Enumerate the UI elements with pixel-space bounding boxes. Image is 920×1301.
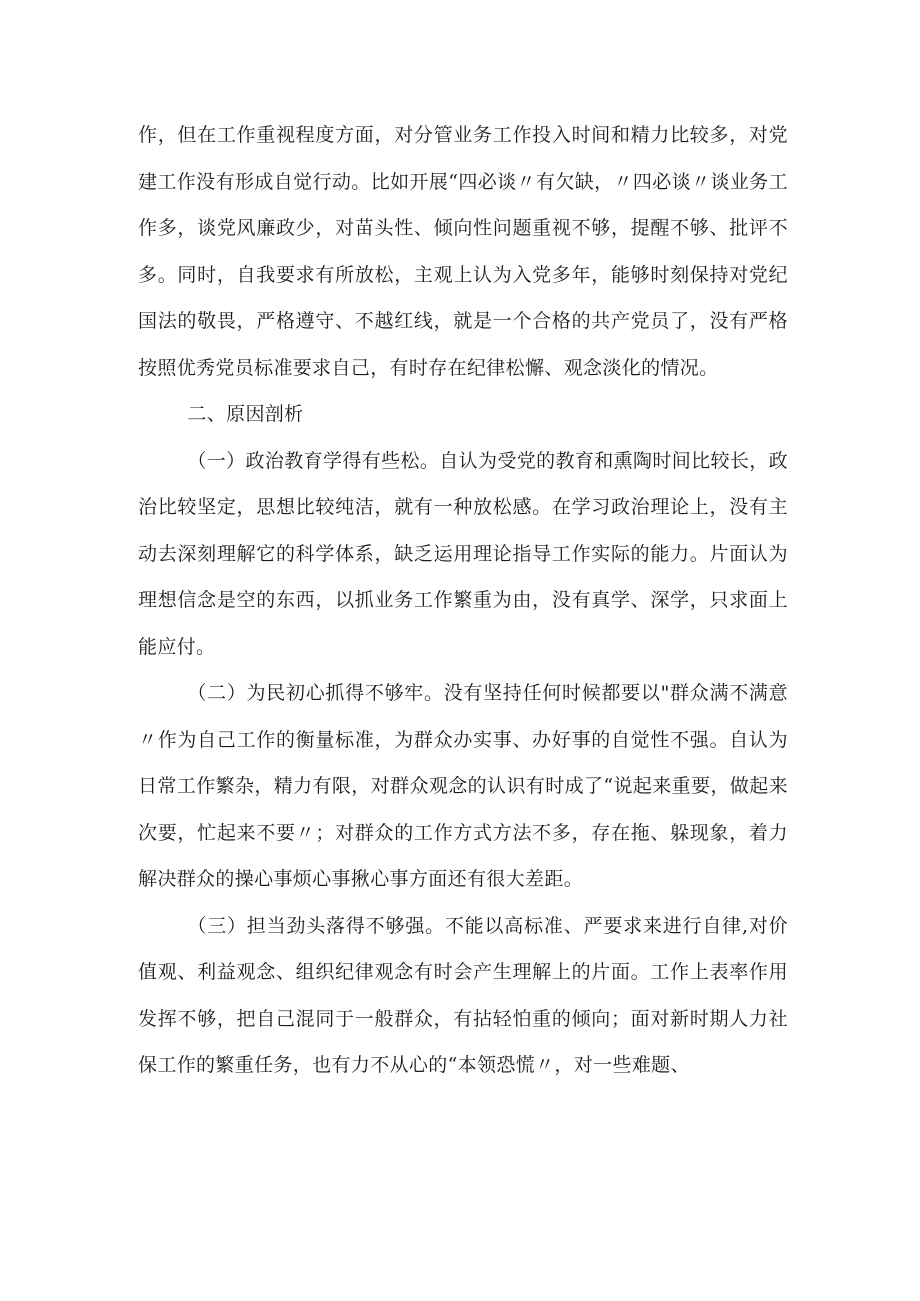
paragraph-continuation: 作，但在工作重视程度方面，对分管业务工作投入时间和精力比较多，对党建工作没有形成自觉行动。比如开展“四必谈〃有欠缺，〃四必谈〃谈业务工作多，谈党风廉政少，对苗头性、倾向性问题重视不够，提醒不够、批评不多。同时，自我要求有所放松，主观上认为入党多年，能够时刻保持对党纪国法的敬畏，严格遵守、不越红线，就是一个合格的共产党员了，没有严格按照优秀党员标准要求自己，有时存在纪律松懈、观念淡化的情况。: [138, 124, 788, 379]
section-heading-cause-analysis: 二、原因剖析: [187, 403, 304, 425]
paragraph-responsibility: （三）担当劲头落得不够强。不能以高标准、严要求来进行自律,对价值观、利益观念、组织纪律观念有时会产生理解上的片面。工作上表率作用发挥不够，把自己混同于一般群众，有拈轻怕重的倾向；面对新时期人力社保工作的繁重任务，也有力不从心的“本领恐慌〃，对一些难题、: [138, 914, 788, 1076]
paragraph-political-education: （一）政治教育学得有些松。自认为受党的教育和熏陶时间比较长，政治比较坚定，思想比较纯洁，就有一种放松感。在学习政治理论上，没有主动去深刻理解它的科学体系，缺乏运用理论指导工作实际的能力。片面认为理想信念是空的东西，以抓业务工作繁重为由，没有真学、深学，只求面上能应付。: [138, 449, 788, 658]
paragraph-serving-people: （二）为民初心抓得不够牢。没有坚持任何时候都要以"群众满不满意〃作为自己工作的衡量标准，为群众办实事、办好事的自觉性不强。自认为日常工作繁杂，精力有限，对群众观念的认识有时成了“说起来重要，做起来次要，忙起来不要〃；对群众的工作方式方法不多，存在拖、躲现象，着力解决群众的操心事烦心事揪心事方面还有很大差距。: [138, 682, 788, 890]
document-body: [138, 112, 788, 1089]
